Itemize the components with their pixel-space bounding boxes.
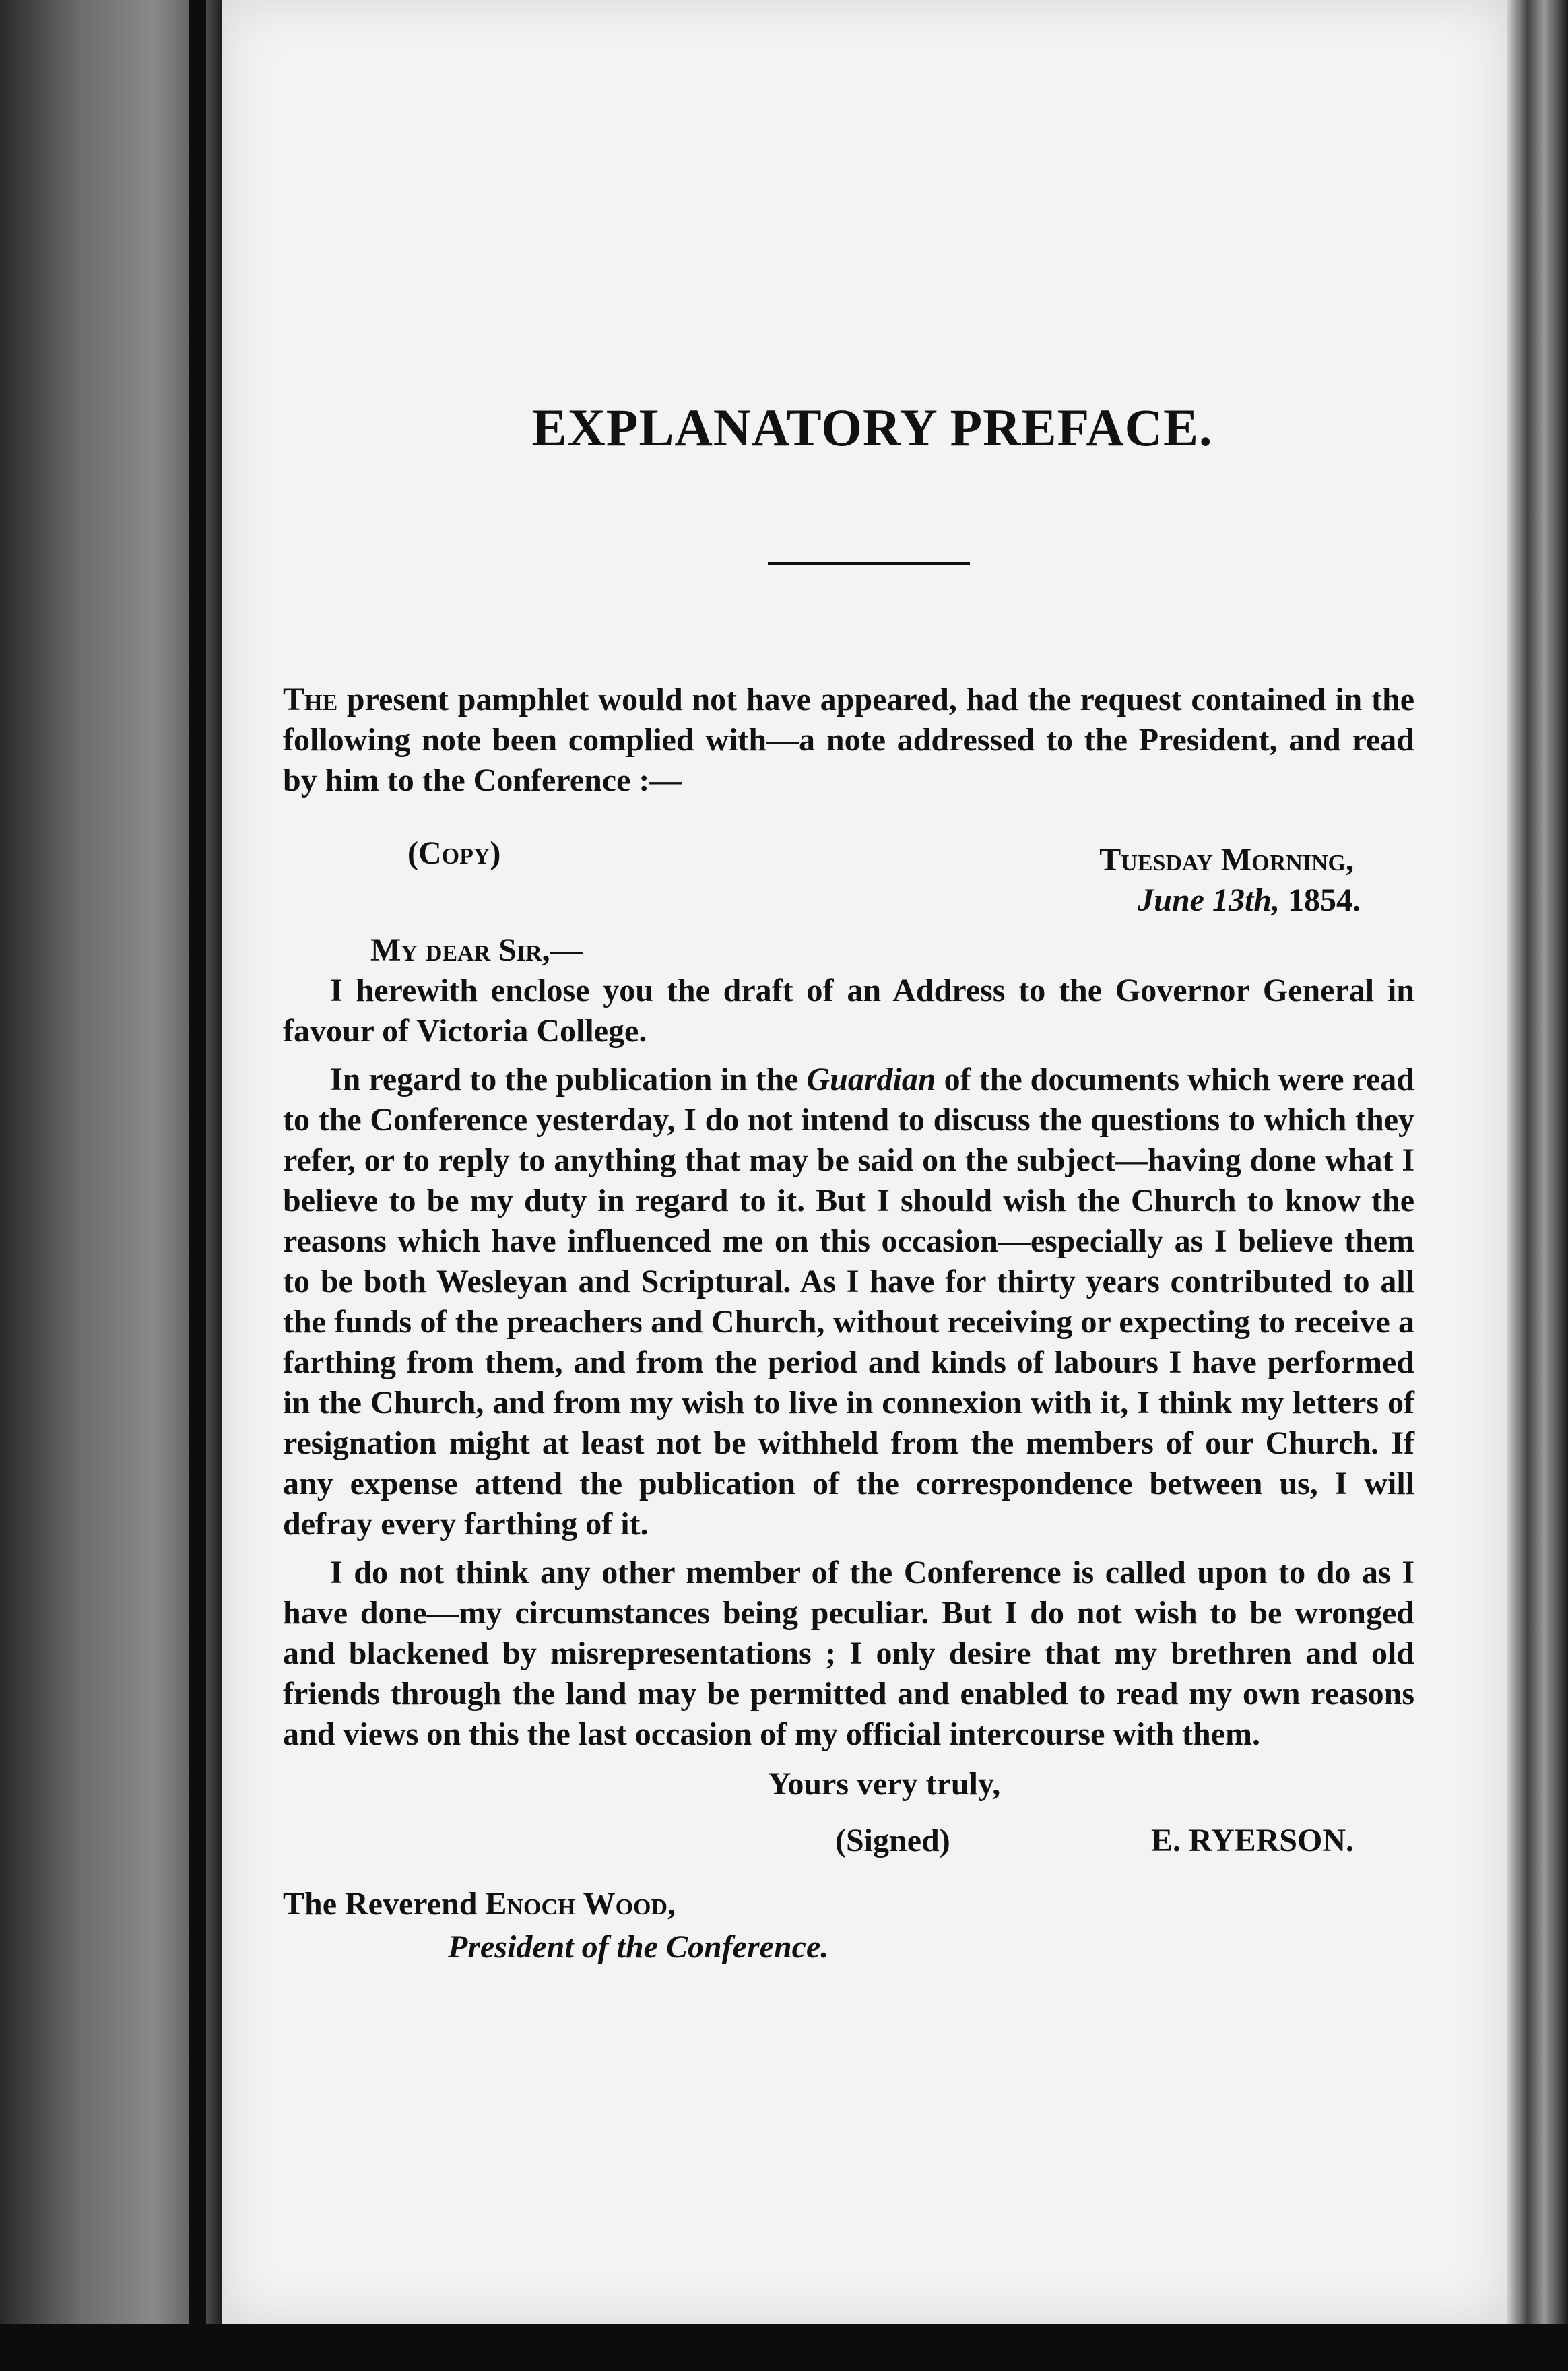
salutation: My dear Sir,— [370, 932, 583, 968]
letter-year: 1854. [1288, 882, 1361, 918]
letter-paragraph-2 [283, 1060, 1414, 1545]
addressee-title: President of the Conference. [448, 1929, 829, 1965]
letter-date [1138, 880, 1361, 921]
copy-label: (Copy) [407, 835, 501, 871]
book-gutter [189, 0, 206, 2371]
addressee-name: Enoch Wood, [485, 1886, 676, 1922]
book-page [222, 0, 1507, 2324]
closing: Yours very truly, [768, 1766, 1001, 1802]
letter-date-text: June 13th, [1138, 882, 1280, 918]
copy-line [283, 833, 1414, 878]
page-content [283, 397, 1414, 1968]
p2-part-a: In regard to the publication in the [330, 1062, 807, 1097]
page-right-edge [1507, 0, 1568, 2371]
signature-line [283, 1821, 1414, 1861]
intro-lead-word: The [283, 682, 338, 717]
p2-part-c: of the documents which were read to the Conference yesterday, I do not intend to discuss the questions to which they refer, or to reply to anything that may be said on the subject—having done what I believe to be my duty in regard to it. But I should wish the Church to know the reasons which have influenced me on this occasion—especially as I believe them to be both Wesleyan and Scriptural. As I have for thirty years contributed to all the funds of the preachers and Church, without receiving or expecting to receive a farthing from them, and from the period and kinds of labours I have performed in the Church, and from my wish to live in connexion with it, I think my letters of resignation might at least not be withheld from the members of our Church. If any expense attend the publication of the correspondence between us, I will defray every farthing of it. [283, 1062, 1415, 1542]
intro-text: present pamphlet would not have appeared, had the request contained in the following note been complied with—a note addressed to the President, and read by him to the Conference :— [283, 682, 1414, 798]
addressee [283, 1884, 1414, 1924]
letter-day: Tuesday Morning, [1099, 842, 1354, 878]
title-divider [768, 562, 970, 565]
signed-label: (Signed) [835, 1823, 950, 1858]
page-title: EXPLANATORY PREFACE. [531, 398, 1213, 457]
guardian-title: Guardian [806, 1062, 936, 1097]
addressee-prefix: The Reverend [283, 1886, 486, 1922]
letter-paragraph-1: I herewith enclose you the draft of an Address to the Governor General in favour of Victoria College. [283, 973, 1414, 1049]
signer-name: E. RYERSON. [1150, 1823, 1354, 1858]
intro-paragraph [283, 680, 1414, 801]
date-line [283, 880, 1414, 921]
letter-paragraph-3: I do not think any other member of the Conference is called upon to do as I have done—my circumstances being peculiar. But I do not wish to be wronged and blackened by misrepresentations ; I only desire that my brethren and old friends through the land may be permitted and enabled to read my own reasons and views on this the last occasion of my official intercourse with them. [283, 1555, 1414, 1752]
page-bottom-edge [0, 2324, 1568, 2371]
